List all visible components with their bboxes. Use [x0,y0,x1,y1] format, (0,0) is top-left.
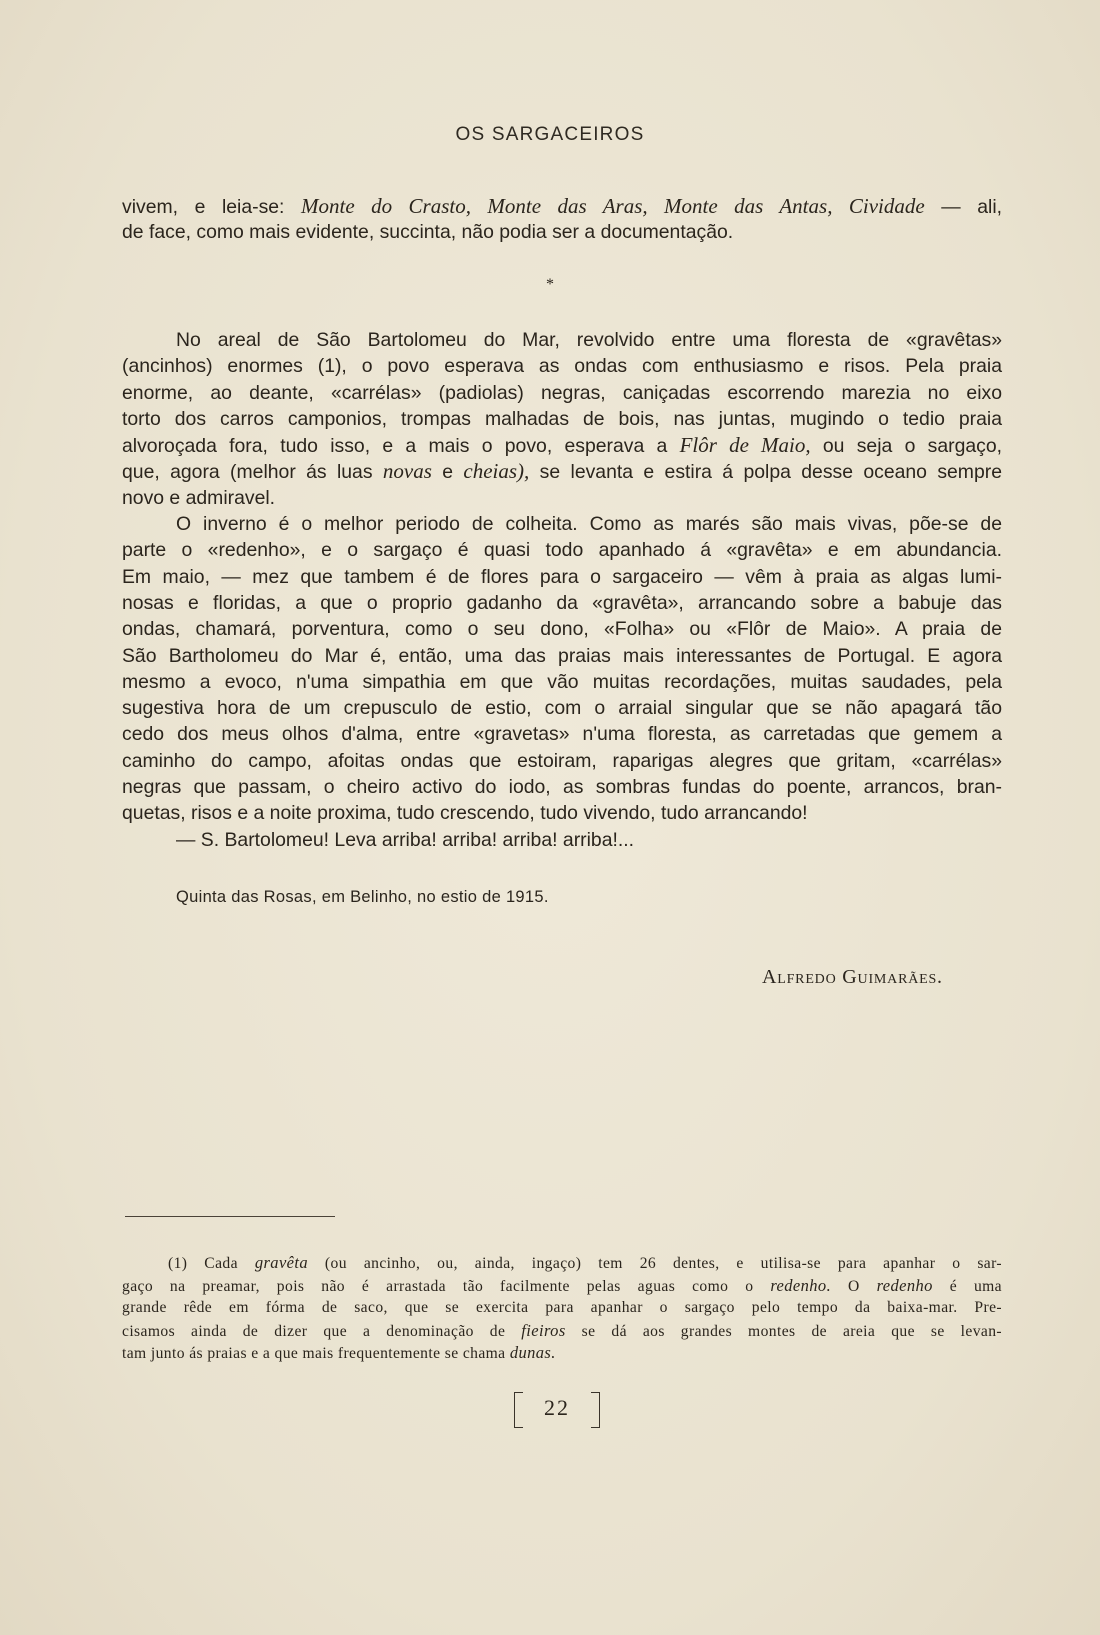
text-line [122,432,1002,458]
text-line [122,800,1002,826]
italic-text-run: Flôr de Maio, [679,433,811,458]
text-run: ou seja o sargaço, [810,435,1003,458]
italic-text-run: gravêta [254,1253,309,1272]
text-run: O [831,1277,877,1295]
footnote-line [122,1297,1002,1320]
text-run: se levanta e estira á polpa desse oceano sempre [529,461,1002,484]
italic-text-run: redenho. [770,1275,832,1295]
text-line [122,590,1002,616]
text-line [122,485,1002,511]
text-run: negras que passam, o cheiro activo do iodo, as sombras fundas do poente, arrancos, bran- [122,776,1002,799]
footnote-line [122,1275,1002,1298]
text-run: quetas, risos e a noite proxima, tudo crescendo, tudo vivendo, tudo arrancando! [122,802,808,825]
text-run: e [431,461,464,484]
text-run: nosas e floridas, a que o proprio gadanho da «gravêta», arrancando sobre a babuje das [122,591,1002,614]
italic-text-run: novas [382,459,432,484]
text-line [122,774,1002,800]
text-run: se dá aos grandes montes de areia que se levan- [565,1322,1002,1340]
footnote [122,1252,1002,1365]
text-line [122,406,1002,432]
text-run: cedo dos meus olhos d'alma, entre «gravetas» n'uma floresta, as carretadas que gemem a [122,723,1002,746]
italic-text-run: dunas. [509,1343,556,1362]
footnote-line [122,1252,1002,1275]
text-line [122,721,1002,747]
text-run: No areal de São Bartolomeu do Mar, revolvido entre uma floresta de «gravêtas» [176,329,1002,351]
footnote-line [122,1320,1002,1343]
italic-text-run: Monte do Crasto, Monte das Aras, Monte das Antas, Cividade [301,194,925,218]
text-run: vivem, e leia-se: [122,196,302,218]
text-run: de face, como mais evidente, succinta, não podia ser a documentação. [122,221,734,244]
text-run: enorme, ao deante, «carrélas» (padiolas) negras, caniçadas escorrendo marezia no eixo [122,381,1002,404]
text-run: Em maio, — mez que tambem é de flores para o sargaceiro — vêm à praia as algas lumi- [122,565,1002,588]
footnote-rule [125,1216,335,1217]
italic-text-run: redenho [876,1275,933,1295]
text-line [122,669,1002,695]
text-run: — ali, [924,196,1003,218]
text-run: alvoroçada fora, tudo isso, e a mais o povo, esperava a [122,435,680,458]
text-line [122,193,1002,219]
text-run: parte o «redenho», e o sargaço é quasi todo apanhado á «gravêta» e em abundancia. [122,539,1002,562]
text-line [122,353,1002,379]
text-line [122,748,1002,774]
text-run: ondas, chamará, porventura, como o seu dono, «Folha» ou «Flôr de Maio». A praia de [122,618,1002,641]
text-run: — S. Bartolomeu! Leva arriba! arriba! arriba! arriba!... [176,828,635,851]
text-run: novo e admiravel. [122,486,276,509]
text-line [122,219,1002,245]
page-number-value: 22 [544,1395,570,1420]
text-run: sugestiva hora de um crepusculo de estio, com o arraial singular que se não apagará tão [122,697,1002,720]
text-run: O inverno é o melhor periodo de colheita. Como as marés são mais vivas, põe-se de [176,513,1002,536]
text-run: (1) Cada [168,1255,255,1272]
text-run: São Bartholomeu do Mar é, então, uma das praias mais interessantes de Portugal. E agora [122,644,1002,667]
text-line [122,695,1002,721]
text-run: que, agora (melhor ás luas [122,461,383,484]
paragraph-continuation [122,193,1002,246]
text-run: mesmo a evoco, n'uma simpathia em que vão muitas recordações, muitas saudades, pela [122,670,1002,693]
text-run: é uma [932,1277,1002,1295]
text-line [122,564,1002,590]
footnote-line [122,1342,1002,1365]
text-run: (ou ancinho, ou, ainda, ingaço) tem 26 dentes, e utilisa-se para apanhar o sar- [308,1255,1002,1272]
text-run: tam junto ás praias e a que mais frequentemente se chama [122,1345,510,1362]
text-run: caminho do campo, afoitas ondas que estoiram, raparigas alegres que gritam, «carrélas» [122,749,1002,772]
text-run: cisamos ainda de dizer que a denominação de [122,1322,522,1340]
text-line [122,327,1002,353]
author-signature: Alfredo Guimarães. [762,966,943,988]
text-run: torto dos carros camponios, trompas malhadas de bois, nas juntas, mugindo o tedio praia [122,407,1002,430]
italic-text-run: fieiros [521,1320,566,1340]
text-run: grande rêde em fórma de saco, que se exercita para apanhar o sargaço pelo tempo da baixa-mar. Pre- [122,1299,1002,1316]
main-text [122,327,1002,853]
text-run: (ancinhos) enormes (1), o povo esperava as ondas com enthusiasmo e risos. Pela praia [122,355,1002,378]
text-line [122,616,1002,642]
text-line [122,537,1002,563]
text-line [122,380,1002,406]
right-bracket [591,1392,600,1428]
text-line [122,643,1002,669]
text-line [122,827,1002,853]
text-line [122,458,1002,484]
italic-text-run: cheias), [463,459,530,484]
text-run: gaço na preamar, pois não é arrastada tão facilmente pelas aguas como o [122,1277,771,1295]
running-head: OS SARGACEIROS [455,124,645,145]
page-number [514,1392,600,1428]
text-line [122,511,1002,537]
place-date-line: Quinta das Rosas, em Belinho, no estio de 1915. [176,888,549,906]
section-ornament: * [546,276,554,293]
